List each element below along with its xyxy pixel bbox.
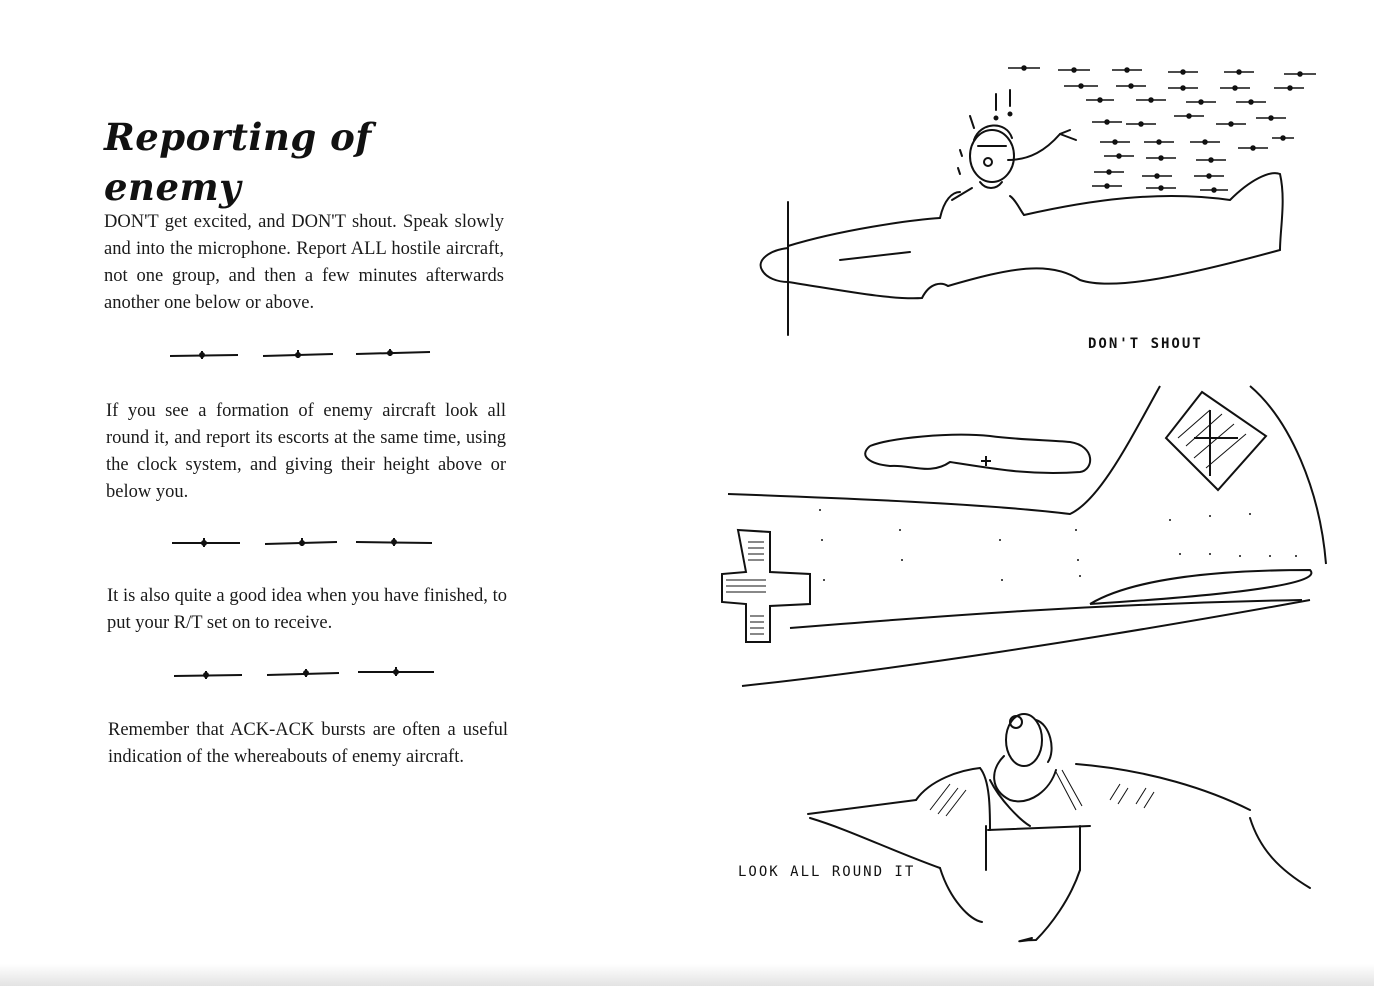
page-edge-shading: [690, 964, 1374, 986]
paragraph-rt-set: It is also quite a good idea when you have finished, to put your R/T set on to receive.: [107, 586, 507, 633]
paragraph-dont-shout: DON'T get excited, and DON'T shout. Speak slowly and into the microphone. Report ALL hostile aircraft, not one group, and then a few minutes afterwards another one below or above.: [104, 212, 504, 313]
aircraft-divider-icon: [168, 344, 438, 364]
exclamation-text: ! !: [992, 80, 994, 81]
paragraph-formation: If you see a formation of enemy aircraft look all round it, and report its escorts at the same time, using the clock system, and giving their height above or below you.: [106, 401, 506, 502]
aircraft-divider-icon: [172, 662, 442, 682]
pilot-looking-around-illustration: [690, 700, 1374, 960]
caption-look-all-round: LOOK ALL ROUND IT: [738, 864, 916, 880]
pilot-shouting-illustration: [690, 50, 1374, 350]
paragraph-ack-ack: Remember that ACK-ACK bursts are often a useful indication of the whereabouts of enemy aircraft.: [108, 720, 508, 767]
aircraft-divider-icon: [170, 532, 440, 552]
caption-dont-shout: DON'T SHOUT: [1088, 336, 1203, 352]
page-edge-shading: [0, 964, 690, 986]
page-title: Reporting of enemy: [104, 115, 372, 209]
right-page: [690, 0, 1374, 986]
enemy-aircraft-illustration: [690, 380, 1374, 700]
